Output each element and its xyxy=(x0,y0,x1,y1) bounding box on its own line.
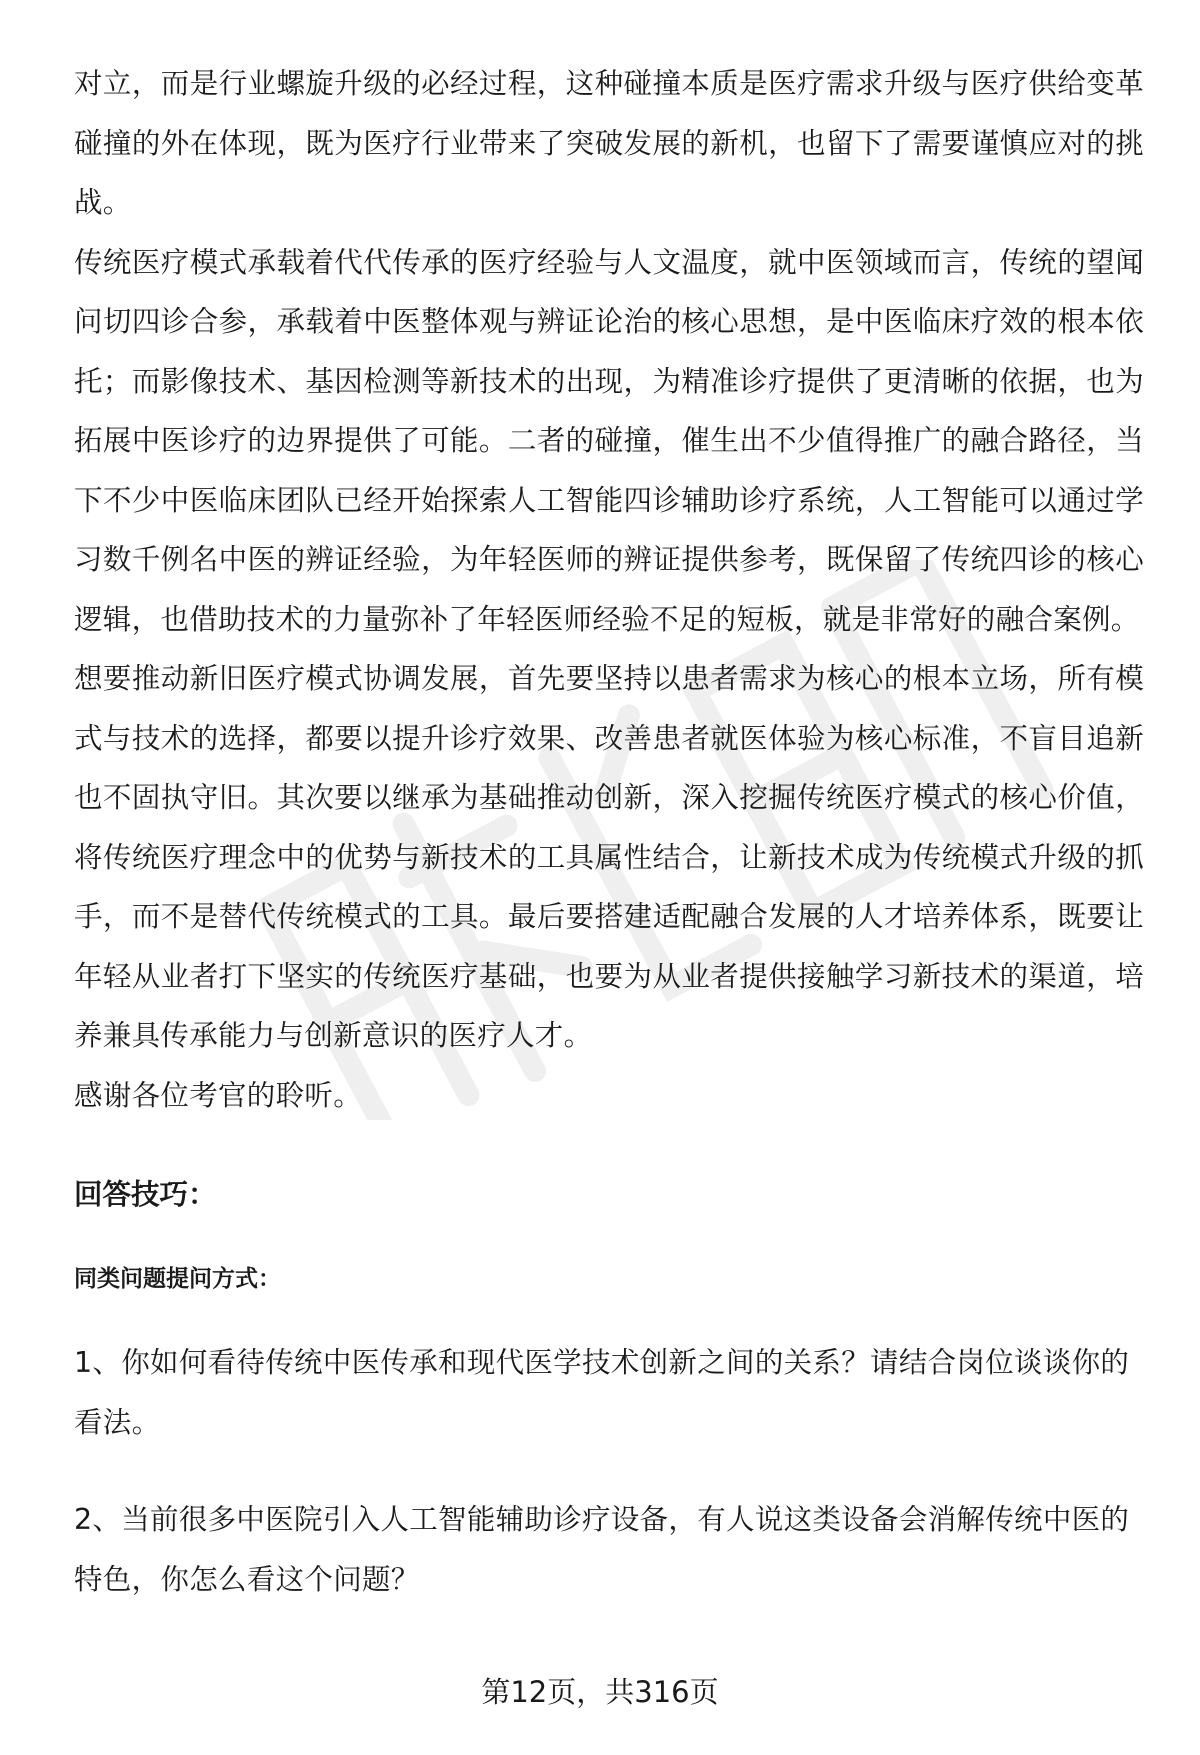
similar-questions-heading: 同类问题提问方式： xyxy=(74,1266,281,1292)
question-item-1: 1、你如何看待传统中医传承和现代医学技术创新之间的关系？请结合岗位谈谈你的看法。 xyxy=(74,1346,1130,1439)
question-item-2: 2、当前很多中医院引入人工智能辅助诊疗设备，有人说这类设备会消解传统中医的特色，你怎么看这个问题？ xyxy=(74,1503,1130,1596)
paragraph-closing: 感谢各位考官的聆听。 xyxy=(74,1078,363,1112)
paragraph-1: 对立，而是行业螺旋升级的必经过程，这种碰撞本质是医疗需求升级与医疗供给变革碰撞的外在体现，既为医疗行业带来了突破发展的新机，也留下了需要谨慎应对的挑战。 xyxy=(74,67,1144,219)
document-body xyxy=(74,54,1144,1609)
paragraph-2: 传统医疗模式承载着代代传承的医疗经验与人文温度，就中医领域而言，传统的望闻问切四诊合参，承载着中医整体观与辨证论治的核心思想，是中医临床疗效的根本依托；而影像技术、基因检测等新技术的出现，为精准诊疗提供了更清晰的依据，也为拓展中医诊疗的边界提供了可能。二者的碰撞，催生出不少值得推广的融合路径，当下不少中医临床团队已经开始探索人工智能四诊辅助诊疗系统，人工智能可以通过学习数千例名中医的辨证经验，为年轻医师的辨证提供参考，既保留了传统四诊的核心逻辑，也借助技术的力量弥补了年轻医师经验不足的短板，就是非常好的融合案例。 xyxy=(74,245,1144,636)
tips-heading: 回答技巧： xyxy=(74,1178,217,1211)
paragraph-3: 想要推动新旧医疗模式协调发展，首先要坚持以患者需求为核心的根本立场，所有模式与技术的选择，都要以提升诊疗效果、改善患者就医体验为核心标准，不盲目追新也不固执守旧。其次要以继承为基础推动创新，深入挖掘传统医疗模式的核心价值，将传统医疗理念中的优势与新技术的工具属性结合，让新技术成为传统模式升级的抓手，而不是替代传统模式的工具。最后要搭建适配融合发展的人才培养体系，既要让年轻从业者打下坚实的传统医疗基础，也要为从业者提供接触学习新技术的渠道，培养兼具传承能力与创新意识的医疗人才。 xyxy=(74,662,1144,1052)
page-number-footer: 第12页，共316页 xyxy=(481,1675,719,1709)
